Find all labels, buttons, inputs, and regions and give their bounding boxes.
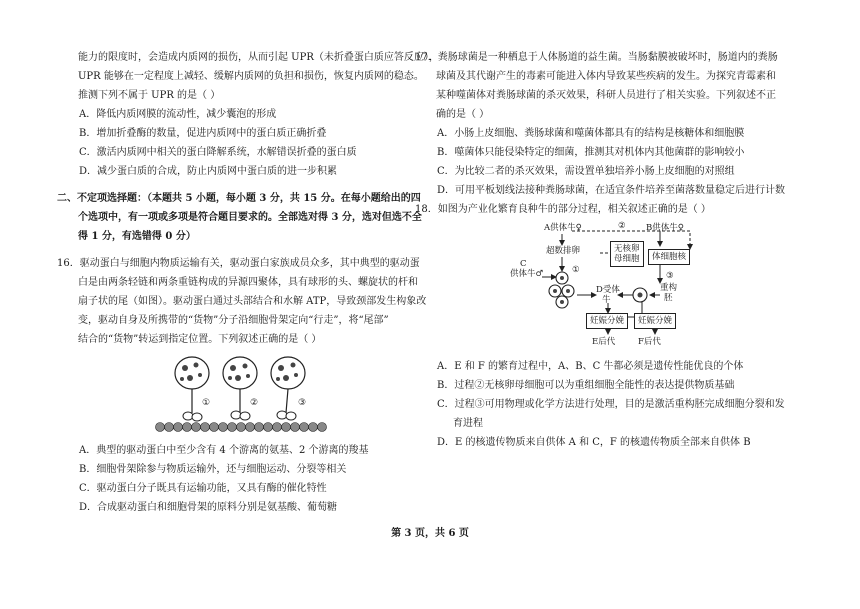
- q18-stem: 18．如图为产业化繁育良种牛的部分过程，相关叙述正确的是（ ）: [415, 204, 711, 215]
- marker-2: ②: [250, 398, 259, 408]
- section-heading: 二、不定项选择题：（本题共 5 小题，每小题 3 分，共 15 分。在每小题给出的四: [57, 193, 421, 204]
- q17-stem: 某种噬菌体对粪肠球菌的杀灭效果，科研人员进行了相关实验。下列叙述不正: [436, 90, 776, 101]
- marker-3: ③: [298, 398, 307, 408]
- step-2-marker: ②: [618, 221, 626, 231]
- left-column: [57, 48, 439, 517]
- q16-stem: 扇子状的尾（如图）。驱动蛋白通过头部结合和水解 ATP，导致颈部发生构象改: [78, 296, 427, 307]
- option-c: C．驱动蛋白分子既具有运输功能，又具有酶的催化特性: [79, 483, 327, 494]
- enucleated-oocyte-box: [610, 241, 644, 267]
- donor-c-sub-label: 供体牛♂: [510, 269, 544, 279]
- page-footer: [0, 524, 860, 539]
- motor-protein-figure: [152, 353, 332, 437]
- right-column: [415, 48, 793, 452]
- marker-1: ①: [202, 398, 211, 408]
- option-d: D．减少蛋白质的合成，防止内质网中蛋白质的进一步积累: [79, 166, 338, 177]
- option-c-continued: 育进程: [453, 418, 483, 429]
- donor-a-label: A供体牛♀: [544, 223, 582, 233]
- option-c: C．激活内质网中相关的蛋白降解系统，水解错误折叠的蛋白质: [79, 147, 357, 158]
- option-a: A．降低内质网膜的流动性，减少囊泡的形成: [79, 109, 277, 120]
- q17-stem: 确的是（ ）: [436, 109, 490, 120]
- q17-stem: 17．粪肠球菌是一种栖息于人体肠道的益生菌。当肠黏膜被破坏时，肠道内的粪肠: [415, 52, 778, 63]
- recipient-label: D受体: [596, 285, 620, 295]
- pregnancy-box-e: 妊娠分娩: [586, 313, 628, 329]
- option-a: A．E 和 F 的繁育过程中，A、B、C 牛都必须是遗传性能优良的个体: [437, 361, 744, 372]
- enucleated-oocyte-label: 母细胞: [614, 254, 640, 264]
- step-3-marker: ③: [666, 271, 674, 281]
- option-d: D．E 的核遗传物质来自供体 A 和 C，F 的核遗传物质全部来自供体 B: [437, 437, 751, 448]
- step-1-marker: ①: [572, 265, 580, 275]
- somatic-nucleus-box: 体细胞核: [648, 249, 690, 265]
- pregnancy-box-f: 妊娠分娩: [634, 313, 676, 329]
- intro-line: 能力的限度时，会造成内质网的损伤，从而引起 UPR（未折叠蛋白质应答反应），: [78, 52, 439, 63]
- intro-line: 推测下列不属于 UPR 的是（ ）: [78, 90, 221, 101]
- page-number: 第 3 页，共 6 页: [391, 528, 469, 539]
- option-d: D．合成驱动蛋白和细胞骨架的原料分别是氨基酸、葡萄糖: [79, 502, 338, 513]
- cattle-breeding-diagram: [510, 221, 720, 353]
- option-d: D．可用平板划线法接种粪肠球菌，在适宜条件培养至菌落数量稳定后进行计数: [437, 185, 786, 196]
- section-heading: 得 1 分，有选错得 0 分）: [78, 231, 196, 242]
- reconstructed-embryo-label: 重构: [660, 283, 678, 293]
- offspring-f-label: F后代: [638, 337, 661, 347]
- donor-c-label: C: [520, 259, 527, 269]
- option-c: C．为比较二者的杀灭效果，需设置单独培养小肠上皮细胞的对照组: [437, 166, 735, 177]
- reconstructed-embryo-sub-label: 胚: [664, 293, 673, 303]
- enucleated-oocyte-label: 无核卵: [614, 244, 640, 254]
- superovulation-label: 超数排卵: [546, 246, 581, 256]
- offspring-e-label: E后代: [592, 337, 616, 347]
- option-b: B．增加折叠酶的数量，促进内质网中的蛋白质正确折叠: [79, 128, 327, 139]
- option-a: A．小肠上皮细胞、粪肠球菌和噬菌体都具有的结构是核糖体和细胞膜: [437, 128, 745, 139]
- option-b: B．细胞骨架除参与物质运输外，还与细胞运动、分裂等相关: [79, 464, 347, 475]
- recipient-sub-label: 牛: [602, 295, 611, 305]
- intro-line: UPR 能够在一定程度上减轻、缓解内质网的负担和损伤，恢复内质网的稳态。: [78, 71, 424, 82]
- motor-protein-drawing: [152, 353, 332, 437]
- option-b: B．过程②无核卵母细胞可以为重组细胞全能性的表达提供物质基础: [437, 380, 735, 391]
- option-c: C．过程③可用物理或化学方法进行处理，目的是激活重构胚完成细胞分裂和发: [437, 399, 785, 410]
- q16-stem: 16．驱动蛋白与细胞内物质运输有关，驱动蛋白家族成员众多，其中典型的驱动蛋: [57, 258, 420, 269]
- option-b: B．噬菌体只能侵染特定的细菌，推测其对机体内其他菌群的影响较小: [437, 147, 745, 158]
- q16-stem: 白是由两条轻链和两条重链构成的异源四聚体，具有球形的头、螺旋状的杆和: [78, 277, 418, 288]
- section-heading: 个选项中，有一项或多项是符合题目要求的。全部选对得 3 分，选对但选不全: [78, 212, 422, 223]
- q16-stem: 结合的“货物”转运到指定位置。下列叙述正确的是（ ）: [78, 334, 322, 345]
- donor-b-label: B供体牛♀: [646, 223, 684, 233]
- q16-stem: 变，驱动自身及所携带的“货物”分子沿细胞骨架定向“行走”，将“尾部”: [78, 315, 389, 326]
- q17-stem: 球菌及其代谢产生的毒素可能进入体内导致某些疾病的发生。为探究青霉素和: [436, 71, 776, 82]
- option-a: A．典型的驱动蛋白中至少含有 4 个游离的氨基、2 个游离的羧基: [79, 445, 369, 456]
